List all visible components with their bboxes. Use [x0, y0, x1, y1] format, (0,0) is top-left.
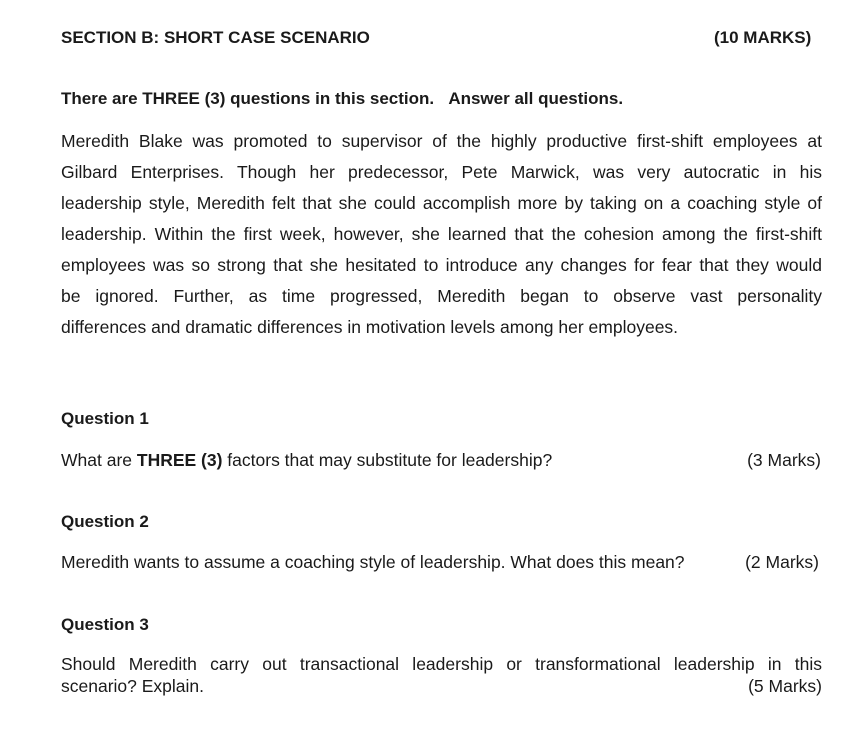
- question-1-row: [61, 450, 821, 471]
- scenario-line: Gilbard Enterprises. Though her predecessor, Pete Marwick, was very autocratic in his: [61, 162, 822, 182]
- scenario-paragraph: [61, 126, 822, 343]
- question-2-heading: Question 2: [61, 512, 149, 531]
- question-3-marks: (5 Marks): [748, 676, 822, 696]
- instructions-part1: There are THREE (3) questions in this section.: [61, 89, 435, 108]
- question-2-row: [61, 552, 819, 573]
- question-2-marks: (2 Marks): [745, 552, 819, 572]
- question-3-body: [61, 653, 822, 697]
- scenario-line: Meredith Blake was promoted to supervisor of the highly productive first-shift employees at: [61, 131, 822, 151]
- question-3-heading: Question 3: [61, 615, 149, 634]
- instructions-part2: Answer all questions.: [448, 89, 624, 108]
- scenario-line: leadership style, Meredith felt that she could accomplish more by taking on a coaching style of: [61, 193, 822, 213]
- question-1-marks: (3 Marks): [747, 450, 821, 470]
- question-3-text-line1: Should Meredith carry out transactional leadership or transformational leadership in this: [61, 654, 822, 674]
- question-1-text: What are THREE (3) factors that may substitute for leadership?: [61, 450, 553, 470]
- question-1-heading: Question 1: [61, 409, 149, 428]
- scenario-line: differences and dramatic differences in motivation levels among her employees.: [61, 317, 679, 337]
- scenario-line: employees was so strong that she hesitated to introduce any changes for fear that they would: [61, 255, 822, 275]
- question-3-text-line2: scenario? Explain. (5 Marks): [61, 676, 822, 696]
- scenario-line: be ignored. Further, as time progressed, Meredith began to observe vast personality: [61, 286, 822, 306]
- question-2-text: Meredith wants to assume a coaching style of leadership. What does this mean?: [61, 552, 685, 572]
- scenario-line: leadership. Within the first week, however, she learned that the cohesion among the first-shift: [61, 224, 822, 244]
- section-marks: (10 MARKS): [714, 28, 812, 47]
- instructions: [61, 89, 623, 109]
- section-title: SECTION B: SHORT CASE SCENARIO: [61, 28, 370, 47]
